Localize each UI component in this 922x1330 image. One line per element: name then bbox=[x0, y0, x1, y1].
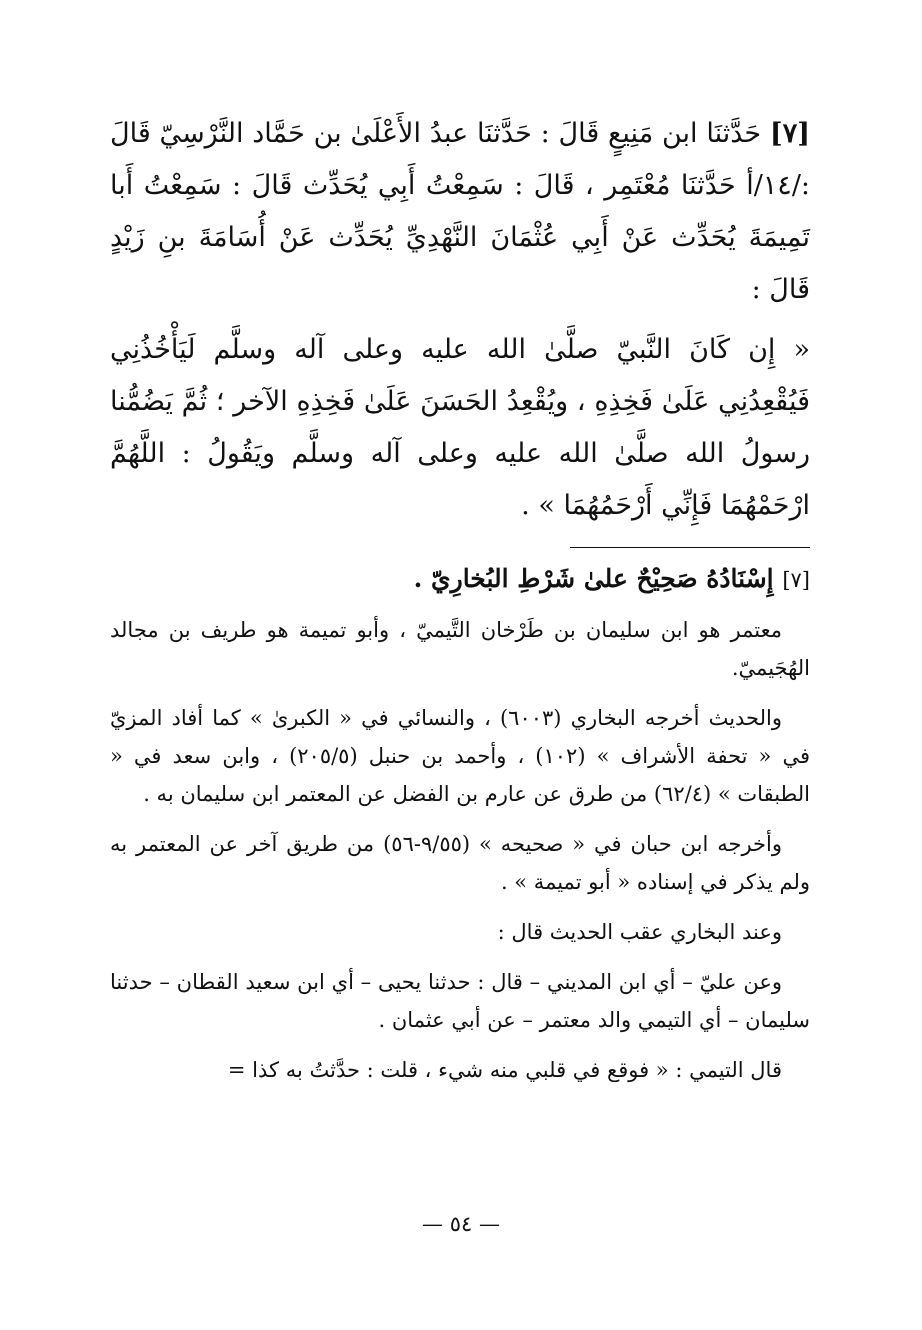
grade-text: إِسْنَادُهُ صَحِيْحٌ علىٰ شَرْطِ البُخارِيّ . bbox=[413, 564, 774, 593]
hadith-matn: « إِن كَانَ النَّبيّ صلَّىٰ الله عليه وعلى آله وسلَّم لَيَأْخُذُنِي فَيُقْعِدُنِي عَلَىٰ فَخِذِهِ ، ويُقْعِدُ الحَسَنَ عَلَىٰ فَخِذِهِ الآخر ؛ ثُمَّ يَضُمُّنا رسولُ الله صلَّىٰ الله عليه وعلى آله وسلَّم ويَقُولُ : اللَّهُمَّ ارْحَمْهُمَا فَإِنِّي أَرْحَمُهُمَا » . bbox=[110, 334, 810, 521]
isnad-line-2: حَدَّثنَا مُعْتَمِر ، قَالَ : سَمِعْتُ أَبِي يُحَدِّث قَالَ : سَمِعْتُ أَبا تَمِيمَةَ يُحَدِّث bbox=[110, 170, 810, 253]
page-number: — ٥٤ — bbox=[422, 1212, 500, 1236]
footnote-paragraph-3: وأخرجه ابن حبان في « صحيحه » (٩/٥٥-٥٦) من طريق آخر عن المعتمر به ولم يذكر في إسناده « أبو تميمة » . bbox=[110, 832, 810, 894]
footnote-number: [٧] bbox=[782, 568, 810, 592]
footnote-separator bbox=[570, 547, 810, 548]
hadith-number: [٧] bbox=[769, 118, 810, 149]
footnote-paragraph-6: قال التيمي : « فوقع في قلبي منه شيء ، قلت : حدَّثتُ به كذا = bbox=[227, 1058, 782, 1082]
isnad-line-3: عَنْ أَبِي عُثْمَانَ النَّهْدِيِّ يُحَدِّث عَنْ أُسَامَةَ بنِ زَيْدٍ قَالَ : bbox=[110, 222, 810, 305]
footnote-paragraph-4: وعند البخاري عقب الحديث قال : bbox=[497, 920, 782, 944]
footnote-paragraph-2: والحديث أخرجه البخاري (٦٠٠٣) ، والنسائي في « الكبرىٰ » كما أفاد المزيّ في « تحفة الأشراف » (١٠٢) ، وأحمد بن حنبل (٢٠٥/٥) ، وابن سعد في « الطبقات » (٦٢/٤) من طرق عن عارم بن الفضل عن المعتمر ابن سليمان به . bbox=[110, 706, 810, 806]
footnotes-block bbox=[110, 560, 810, 1101]
hadith-isnad bbox=[110, 108, 810, 316]
isnad-line-1: حَدَّثنَا ابن مَنِيعٍ قَالَ : حَدَّثنَا عبدُ الأَعْلَىٰ بن حَمَّاد النَّرْسِيّ قَالَ :/١٤/أ bbox=[110, 118, 811, 201]
footnote-paragraph-1: معتمر هو ابن سليمان بن طَرْخان التَّيميّ ، وأبو تميمة هو طريف بن مجالد الهُجَيميّ. bbox=[110, 618, 810, 680]
footnote-paragraph-5: وعن عليّ – أي ابن المديني – قال : حدثنا يحيى – أي ابن سعيد القطان – حدثنا سليمان – أي التيمي والد معتمر – عن أبي عثمان . bbox=[110, 970, 810, 1032]
hadith-block bbox=[110, 108, 810, 540]
footnote-grade bbox=[110, 560, 810, 599]
